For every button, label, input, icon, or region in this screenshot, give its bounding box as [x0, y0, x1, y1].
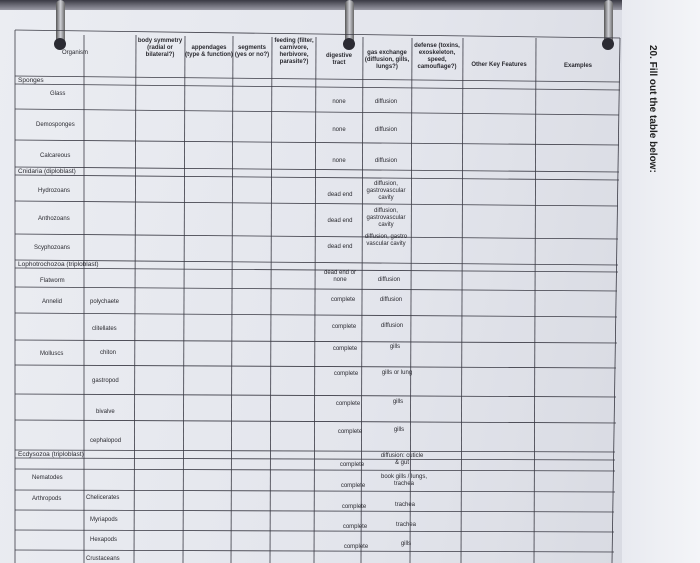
gas-exchange-cell: gills [392, 399, 404, 405]
organism-name: Chelicerates [86, 495, 120, 501]
section-ecdysozoa: Ecdysozoa (triploblast) [18, 451, 84, 458]
gas-exchange-cell: gills [400, 541, 412, 547]
organism-name: Hydrozoans [38, 188, 71, 194]
digestive-cell: complete [332, 346, 358, 352]
organism-name: bivalve [96, 409, 115, 415]
organism-name: Demosponges [36, 122, 75, 128]
header-segments: segments (yes or no?) [234, 45, 270, 58]
gas-exchange-cell: trachea [394, 502, 416, 508]
digestive-cell: dead end [327, 218, 353, 224]
group-name: Arthropods [32, 496, 62, 502]
gas-exchange-cell: diffusion [374, 158, 398, 164]
organism-name: clitellates [92, 326, 117, 332]
organism-name: chiton [100, 350, 117, 356]
section-cnidaria: Cnidaria (diploblast) [18, 168, 76, 175]
digestive-cell: none [332, 158, 346, 164]
gas-exchange-cell: diffusion [374, 127, 398, 133]
organism-name: Scyphozoans [34, 245, 71, 251]
gas-exchange-cell: trachea [395, 522, 417, 528]
organism-name: gastropod [92, 378, 119, 384]
digestive-cell: complete [342, 524, 368, 530]
organism-name: Crustaceans [86, 556, 120, 562]
digestive-cell: complete [335, 401, 361, 407]
instruction-text: 20. Fill out the table below: [647, 45, 658, 173]
digestive-cell: complete [339, 462, 365, 468]
digestive-cell: none [332, 127, 346, 133]
organism-name: Nematodes [32, 475, 63, 481]
digestive-cell: complete [337, 429, 363, 435]
organism-name: cephalopod [90, 438, 122, 444]
organism-name: Myriapods [90, 517, 118, 523]
digestive-cell: complete [341, 504, 367, 510]
gas-exchange-cell: diffusion [380, 323, 404, 329]
gas-exchange-cell: diffusion [374, 99, 398, 105]
digestive-cell: none [332, 99, 346, 105]
gas-exchange-cell: gills [389, 344, 401, 350]
header-body-symmetry: body symmetry (radial or bilateral?) [137, 38, 183, 58]
header-appendages: appendages (type & function) [185, 45, 233, 58]
gas-exchange-cell: book gills / lungs, trachea [380, 474, 428, 487]
organism-name: Hexapods [90, 537, 118, 543]
header-gas-exchange: gas exchange (diffusion, gills, lungs?) [364, 50, 410, 70]
section-lophotrochozoa: Lophotrochozoa (triploblast) [18, 261, 99, 268]
gas-exchange-cell: gills [393, 427, 405, 433]
header-organism: Organism [62, 50, 89, 56]
header-feeding: feeding (filter, carnivore, herbivore, parasite?) [274, 38, 314, 65]
header-digestive-tract: digestive tract [325, 53, 352, 66]
organism-name: Glass [50, 91, 66, 97]
digestive-cell: complete [331, 324, 357, 330]
digestive-cell: complete [340, 483, 366, 489]
digestive-cell: dead end [327, 192, 353, 198]
digestive-cell: complete [330, 297, 356, 303]
digestive-cell: complete [343, 544, 369, 550]
digestive-cell: dead end or none [323, 270, 357, 283]
gas-exchange-cell: diffusion, gastrovascular cavity [366, 208, 406, 228]
organism-name: polychaete [90, 299, 120, 305]
organism-name: Flatworm [40, 278, 65, 284]
section-sponges: Sponges [18, 77, 44, 84]
organism-name: Anthozoans [38, 216, 70, 222]
digestive-cell: complete [333, 371, 359, 377]
group-name: Annelid [42, 299, 63, 305]
header-other-key-features: Other Key Features [471, 62, 527, 68]
gas-exchange-cell: diffusion: cuticle & gut [380, 453, 424, 466]
gas-exchange-cell: diffusion, gastrovascular cavity [366, 181, 406, 201]
header-defense: defense (toxins, exoskeleton, speed, camouflage?) [414, 43, 460, 70]
gas-exchange-cell: gills or lung [381, 370, 413, 376]
organism-name: Calcareous [40, 153, 71, 159]
gas-exchange-cell: diffusion [379, 297, 403, 303]
digestive-cell: dead end [327, 244, 353, 250]
header-examples: Examples [563, 63, 593, 69]
gas-exchange-cell: diffusion, gastro vascular cavity [364, 234, 408, 247]
gas-exchange-cell: diffusion [377, 277, 401, 283]
group-name: Molluscs [40, 351, 64, 357]
